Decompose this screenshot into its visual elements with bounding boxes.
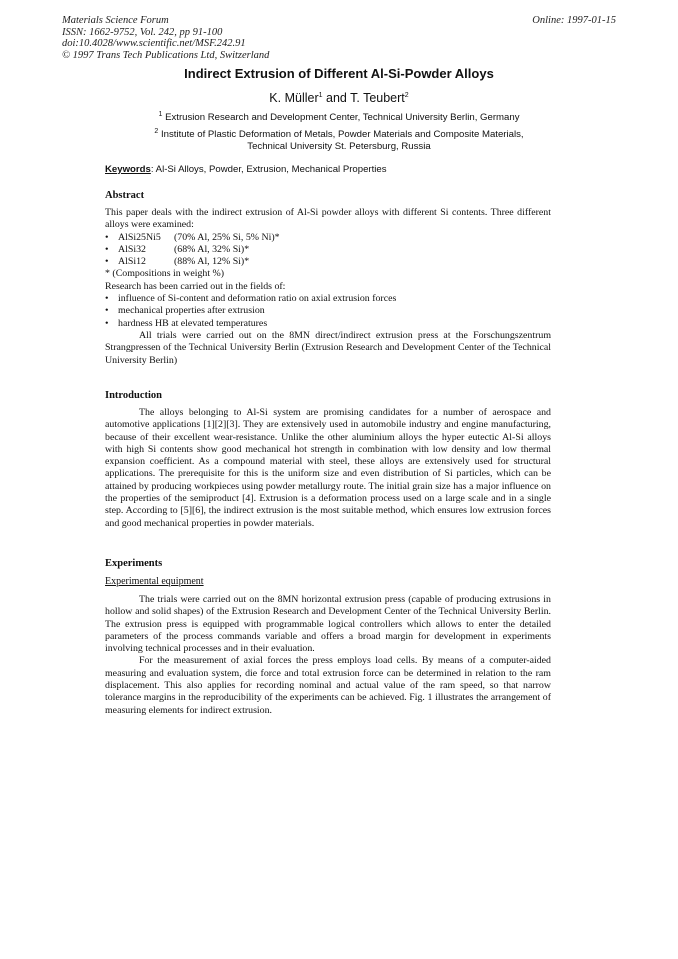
author-2-name: T. Teubert xyxy=(350,91,405,105)
affiliation-1-text: Extrusion Research and Development Center, Technical University Berlin, Germany xyxy=(165,112,520,123)
keywords-label: Keywords xyxy=(105,164,151,175)
alloy-composition: (70% Al, 25% Si, 5% Ni)* xyxy=(174,231,280,243)
alloy-list xyxy=(105,232,551,269)
affiliation-1-sup: 1 xyxy=(158,110,163,118)
doi-line: doi:10.4028/www.scientific.net/MSF.242.91 xyxy=(62,38,246,49)
journal-header xyxy=(62,15,622,61)
introduction-paragraph: The alloys belonging to Al-Si system are promising candidates for a number of aerospace and automotive applications [1][2][3]. They are extensively used in automobile industry and engine manufacturing, because of their excellent wear-resistance. Unlike the other aluminium alloys the hyper eutectic Al-Si alloys with high Si contents show good mechanical hot strength in combination with low density and low thermal expansion coefficient. As a compound material with steel, these alloys are extensively used for structural applications. The prerequisite for this is the uniform size and even distribution of Si particles, which can be attained by producing workpieces using powder metallurgy route. The initial grain size has a major influence on the properties of the semiproduct [4]. Extrusion is a deformation process used on a large scale and in a single step. According to [5][6], the indirect extrusion is the most suitable method, which ensures low extrusion forces and good mechanical properties in powder materials. xyxy=(105,407,551,529)
author-1-sup: 1 xyxy=(318,91,323,99)
experiments-heading: Experiments xyxy=(105,558,163,569)
alloy-composition: (68% Al, 32% Si)* xyxy=(174,243,250,255)
affiliation-2-sup: 2 xyxy=(154,127,159,135)
experiments-paragraph-2: For the measurement of axial forces the press employs load cells. By means of a computer-aided measuring and evaluation system, die force and total extrusion force can be determined in relation to the ram displacement. This also applies for recording nominal and actual value of the ram speed, so that narrow tolerance margins in the reproducibility of the experiments can be achieved. Fig. 1 illustrates the arrangement of measuring elements for indirect extrusion. xyxy=(105,655,551,716)
journal-name: Materials Science Forum xyxy=(62,15,169,26)
author-and: and xyxy=(322,91,351,105)
alloy-item xyxy=(105,244,551,256)
research-field-item: • mechanical properties after extrusion xyxy=(105,305,551,317)
abstract-body xyxy=(105,207,551,367)
paper-title: Indirect Extrusion of Different Al-Si-Powder Alloys xyxy=(184,66,494,81)
author-1-name: K. Müller xyxy=(269,91,319,105)
copyright-line: © 1997 Trans Tech Publications Ltd, Switzerland xyxy=(62,49,270,61)
alloy-composition: (88% Al, 12% Si)* xyxy=(174,256,250,268)
alloy-name: AlSi12 xyxy=(118,256,146,268)
experiments-paragraph-1: The trials were carried out on the 8MN horizontal extrusion press (capable of producing extrusions in hollow and solid shapes) of the Extrusion Research and Development Center of the Technical University Berlin. The extrusion press is equipped with programmable logical controllers which allows to enter the detailed parameters of the process commands variable and offers a broad margin for development in experiments involving technical processes and in their evaluation. xyxy=(105,594,551,655)
abstract-trials: All trials were carried out on the 8MN direct/indirect extrusion press at the Forschungszentrum Strangpressen of the Technical University Berlin (Extrusion Research and Development Center of the Technical University Berlin) xyxy=(105,329,551,366)
research-field-item: • hardness HB at elevated temperatures xyxy=(105,318,551,330)
affiliation-2-line1: Institute of Plastic Deformation of Metals, Powder Materials and Composite Materials, xyxy=(160,129,524,140)
alloy-item xyxy=(105,256,551,268)
author-line xyxy=(0,91,678,105)
abstract-intro: This paper deals with the indirect extrusion of Al-Si powder alloys with different Si contents. Three different alloys were examined: xyxy=(105,207,551,231)
research-fields-list xyxy=(105,293,551,330)
research-field-item: • influence of Si-content and deformation ratio on axial extrusion forces xyxy=(105,293,551,305)
experimental-equipment-subheading: Experimental equipment xyxy=(105,576,204,587)
alloy-item xyxy=(105,232,551,244)
introduction-body xyxy=(105,407,551,530)
affiliation-1 xyxy=(0,112,678,124)
alloy-name: AlSi25Ni5 xyxy=(118,231,161,243)
affiliation-2 xyxy=(0,129,678,153)
abstract-heading: Abstract xyxy=(105,190,145,201)
experiments-body xyxy=(105,594,551,717)
online-date: Online: 1997-01-15 xyxy=(532,15,616,26)
keywords-text: Al-Si Alloys, Powder, Extrusion, Mechanical Properties xyxy=(155,164,387,175)
alloy-name: AlSi32 xyxy=(118,243,146,255)
affiliation-2-line2: Technical University St. Petersburg, Russia xyxy=(247,141,431,152)
issn-line: ISSN: 1662-9752, Vol. 242, pp 91-100 xyxy=(62,26,223,38)
introduction-heading: Introduction xyxy=(105,390,162,401)
keywords: Keywords: Al-Si Alloys, Powder, Extrusion, Mechanical Properties xyxy=(105,164,387,175)
fields-intro: Research has been carried out in the fields of: xyxy=(105,280,286,292)
author-2-sup: 2 xyxy=(404,91,409,99)
composition-note: * (Compositions in weight %) xyxy=(105,268,225,280)
